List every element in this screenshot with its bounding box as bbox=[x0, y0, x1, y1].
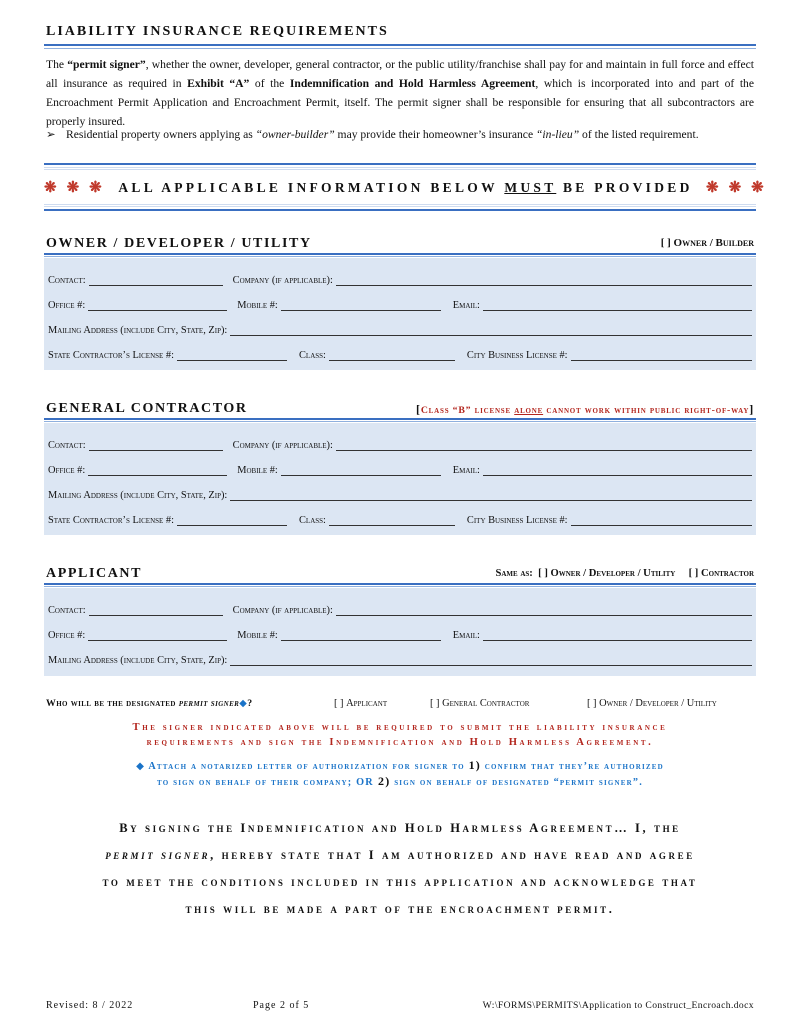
contact-field[interactable] bbox=[89, 602, 223, 616]
owner-fields: Contact: Company (if applicable): Office #: Mobile #: Email: Mailing Address (include City, State, Zip): State Contractor’s License #: Class: City Business License #: bbox=[44, 258, 756, 370]
page-number: Page 2 of 5 bbox=[253, 1000, 310, 1011]
contractor-fields: Contact: Company (if applicable): Office #: Mobile #: Email: Mailing Address (include City, State, Zip): State Contractor’s License #: Class: City Business License #: bbox=[44, 423, 756, 535]
office-field[interactable] bbox=[88, 627, 227, 641]
owner-builder-bullet: ➢ Residential property owners applying as “owner-builder” may provide their homeowner’s insurance “in-lieu” of the listed requirement. bbox=[46, 128, 699, 141]
applicant-same-as: Same as: [ ] Owner / Developer / Utility [ ] Contractor bbox=[495, 568, 754, 579]
diamond-icon: ◆ bbox=[239, 698, 248, 709]
asterisk-icon: ❋ bbox=[706, 180, 722, 196]
mailing-address-field[interactable] bbox=[230, 652, 752, 666]
company-field[interactable] bbox=[336, 272, 752, 286]
required-info-banner: ❋ ❋ ❋ ALL APPLICABLE INFORMATION BELOW MUST BE PROVIDED ❋ ❋ ❋ bbox=[44, 160, 756, 215]
mailing-address-field[interactable] bbox=[230, 487, 752, 501]
city-license-field[interactable] bbox=[571, 512, 752, 526]
same-as-contractor-checkbox[interactable]: [ ] Contractor bbox=[688, 568, 754, 579]
state-license-field[interactable] bbox=[177, 512, 287, 526]
divider bbox=[44, 48, 756, 49]
mailing-address-field[interactable] bbox=[230, 322, 752, 336]
asterisk-icon: ❋ bbox=[44, 180, 60, 196]
contractor-section-title: GENERAL CONTRACTOR bbox=[46, 401, 248, 416]
applicant-fields: Contact: Company (if applicable): Office #: Mobile #: Email: Mailing Address (include City, State, Zip): bbox=[44, 588, 756, 676]
contact-field[interactable] bbox=[89, 437, 223, 451]
asterisk-icon: ❋ bbox=[751, 180, 768, 196]
owner-builder-checkbox[interactable]: [ ] Owner / Builder bbox=[660, 237, 754, 249]
same-as-owner-checkbox[interactable]: [ ] Owner / Developer / Utility bbox=[538, 568, 676, 579]
email-field[interactable] bbox=[483, 627, 752, 641]
applicant-section-title: APPLICANT bbox=[46, 566, 143, 581]
divider bbox=[44, 44, 756, 46]
email-field[interactable] bbox=[483, 462, 752, 476]
asterisk-icon: ❋ bbox=[728, 180, 745, 196]
owner-section-title: OWNER / DEVELOPER / UTILITY bbox=[46, 236, 312, 251]
mobile-field[interactable] bbox=[281, 627, 441, 641]
mobile-field[interactable] bbox=[281, 297, 441, 311]
signer-statement: By signing the Indemnification and Hold Harmless Agreement… I, the permit signer, hereby state that I am authorized and have read and agree to meet the conditions included in this application and acknowledge that this will be made a part of the encroachment permit. bbox=[102, 821, 698, 916]
state-license-field[interactable] bbox=[177, 347, 287, 361]
mobile-field[interactable] bbox=[281, 462, 441, 476]
notarized-letter-note: ◆ Attach a notarized letter of authorization for signer to 1) confirm that they’re authorized to sign on behalf of their company; OR 2) sign on behalf of designated “permit signer”. bbox=[136, 758, 664, 788]
city-license-field[interactable] bbox=[571, 347, 752, 361]
signer-applicant-checkbox[interactable]: [ ] Applicant bbox=[334, 698, 388, 709]
asterisk-icon: ❋ bbox=[89, 180, 105, 196]
diamond-icon: ◆ bbox=[136, 761, 146, 772]
company-field[interactable] bbox=[336, 437, 752, 451]
signer-notice: The signer indicated above will be required to submit the liability insurance requirements and sign the Indemnification and Hold Harmless Agreement. bbox=[132, 722, 668, 748]
signer-owner-checkbox[interactable]: [ ] Owner / Developer / Utility bbox=[587, 698, 717, 709]
revised-date: Revised: 8 / 2022 bbox=[46, 1000, 134, 1011]
company-field[interactable] bbox=[336, 602, 752, 616]
liability-paragraph: The “permit signer”, whether the owner, developer, general contractor, or the public utility/franchise shall pay for and maintain in full force and effect all insurance as required in Exhibit “A” of the Indemnification and Hold Harmless Agreement, which is incorporated into and part of the Encroachment Permit Application and Encroachment Permit, itself. The permit signer shall be responsible for ensuring that all subcontractors are properly insured. bbox=[46, 58, 754, 128]
office-field[interactable] bbox=[88, 297, 227, 311]
asterisk-icon: ❋ bbox=[66, 180, 83, 196]
office-field[interactable] bbox=[88, 462, 227, 476]
file-path: W:\FORMS\PERMITS\Application to Construct_Encroach.docx bbox=[482, 1000, 754, 1011]
liability-title: LIABILITY INSURANCE REQUIREMENTS bbox=[46, 24, 389, 39]
permit-signer-question: Who will be the designated permit signer◆? [ ] Applicant [ ] General Contractor [ ] Owner / Developer / Utility bbox=[46, 698, 717, 709]
email-field[interactable] bbox=[483, 297, 752, 311]
class-field[interactable] bbox=[329, 347, 455, 361]
signer-contractor-checkbox[interactable]: [ ] General Contractor bbox=[430, 698, 530, 709]
contact-field[interactable] bbox=[89, 272, 223, 286]
class-field[interactable] bbox=[329, 512, 455, 526]
class-b-note: [Class “B” license alone cannot work within public right-of-way] bbox=[416, 402, 754, 416]
